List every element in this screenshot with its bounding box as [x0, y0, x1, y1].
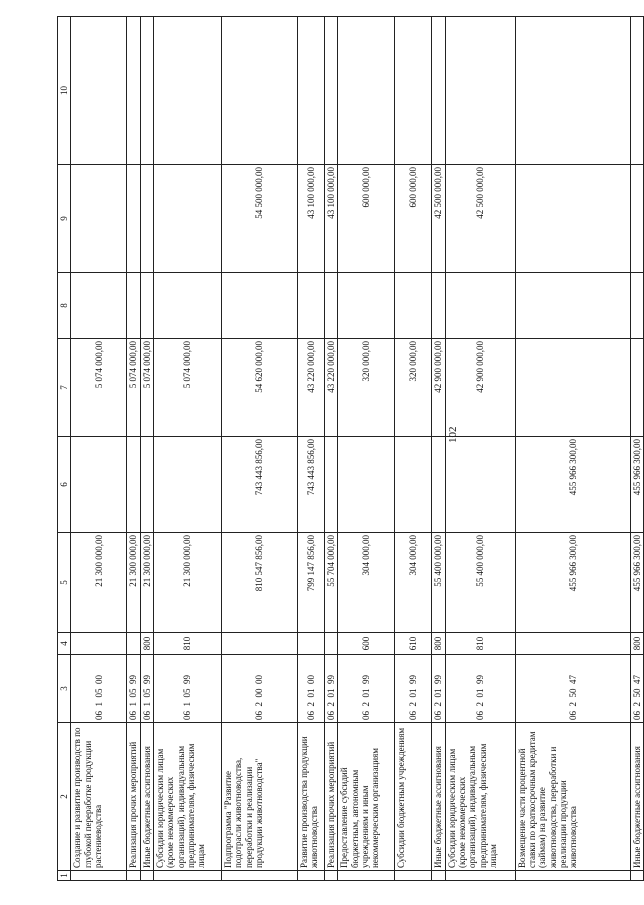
value-col10-cell — [71, 17, 127, 165]
row-marker — [222, 871, 298, 881]
description-cell: Иные бюджетные ассигнования — [630, 723, 643, 871]
value-col8-cell — [395, 273, 432, 339]
value-col5-cell: 21 300 000,00 — [140, 533, 153, 633]
code-cell: 06 1 05 00 — [71, 655, 127, 723]
rotated-table-wrapper — [57, 17, 642, 881]
description-cell: Возмещение части процентной ставки по краткосрочным кредитам (займам) на развитие животноводства, переработки и реализации продукции животноводства — [515, 723, 630, 871]
code-cell: 06 2 50 47 — [630, 655, 643, 723]
value-col5-cell: 55 400 000,00 — [432, 533, 445, 633]
row-marker — [432, 871, 445, 881]
table-row — [338, 17, 395, 881]
value-col7-cell: 43 220 000,00 — [325, 339, 338, 437]
column-header-8: 8 — [58, 273, 71, 339]
value-col6-cell — [71, 437, 127, 533]
row-marker — [325, 871, 338, 881]
value-col6-cell — [127, 437, 140, 533]
value-col7-cell: 5 074 000,00 — [154, 339, 222, 437]
value-col9-cell — [127, 165, 140, 273]
code-cell: 06 2 01 99 — [325, 655, 338, 723]
column-header-5: 5 — [58, 533, 71, 633]
code-cell: 06 1 05 99 — [127, 655, 140, 723]
description-cell: Иные бюджетные ассигнования — [140, 723, 153, 871]
value-col9-cell: 54 500 000,00 — [222, 165, 298, 273]
code-cell: 06 2 01 99 — [395, 655, 432, 723]
type-cell: 800 — [140, 633, 153, 655]
type-cell: 600 — [338, 633, 395, 655]
header-row — [58, 17, 71, 881]
type-cell — [298, 633, 325, 655]
row-marker — [154, 871, 222, 881]
value-col9-cell — [630, 165, 643, 273]
type-cell: 610 — [395, 633, 432, 655]
value-col6-cell — [395, 437, 432, 533]
value-col8-cell — [445, 273, 515, 339]
value-col10-cell — [630, 17, 643, 165]
value-col7-cell: 54 620 000,00 — [222, 339, 298, 437]
value-col9-cell — [515, 165, 630, 273]
description-cell: Предоставление субсидий бюджетным, автономным учреждениям и иным некоммерческим организациям — [338, 723, 395, 871]
value-col7-cell: 5 074 000,00 — [127, 339, 140, 437]
value-col8-cell — [630, 273, 643, 339]
value-col10-cell — [325, 17, 338, 165]
table-row — [127, 17, 140, 881]
value-col6-cell: 455 966 300,00 — [630, 437, 643, 533]
type-cell: 800 — [630, 633, 643, 655]
column-header-9: 9 — [58, 165, 71, 273]
value-col7-cell: 320 000,00 — [338, 339, 395, 437]
value-col5-cell: 21 300 000,00 — [71, 533, 127, 633]
code-cell: 06 1 05 99 — [140, 655, 153, 723]
code-cell: 06 2 01 00 — [298, 655, 325, 723]
value-col10-cell — [432, 17, 445, 165]
description-cell: Субсидии юридическим лицам (кроме некоммерческих организаций), индивидуальным предпринимателям, физическим лицам — [154, 723, 222, 871]
column-header-2: 2 — [58, 723, 71, 871]
table-row — [222, 17, 298, 881]
value-col8-cell — [298, 273, 325, 339]
row-marker — [71, 871, 127, 881]
value-col7-cell: 42 900 000,00 — [432, 339, 445, 437]
type-cell: 810 — [154, 633, 222, 655]
value-col10-cell — [515, 17, 630, 165]
value-col10-cell — [222, 17, 298, 165]
value-col8-cell — [338, 273, 395, 339]
value-col8-cell — [432, 273, 445, 339]
column-header-10: 10 — [58, 17, 71, 165]
description-cell: Создание и развитие производств по глубокой переработке продукции растениеводства — [71, 723, 127, 871]
column-header-6: 6 — [58, 437, 71, 533]
value-col5-cell: 455 966 300,00 — [630, 533, 643, 633]
value-col10-cell — [298, 17, 325, 165]
value-col8-cell — [154, 273, 222, 339]
table-row — [395, 17, 432, 881]
value-col7-cell: 5 074 000,00 — [140, 339, 153, 437]
type-cell — [325, 633, 338, 655]
value-col8-cell — [222, 273, 298, 339]
value-col9-cell — [154, 165, 222, 273]
column-header-1: 1 — [58, 871, 71, 881]
value-col6-cell: 743 443 856,00 — [222, 437, 298, 533]
row-marker — [338, 871, 395, 881]
code-cell: 06 2 00 00 — [222, 655, 298, 723]
description-cell: Развитие производства продукции животноводства — [298, 723, 325, 871]
type-cell: 800 — [432, 633, 445, 655]
table-row — [71, 17, 127, 881]
column-header-7: 7 — [58, 339, 71, 437]
value-col5-cell: 304 000,00 — [338, 533, 395, 633]
value-col6-cell: 743 443 856,00 — [298, 437, 325, 533]
code-cell: 06 2 50 47 — [515, 655, 630, 723]
value-col7-cell: 5 074 000,00 — [71, 339, 127, 437]
type-cell — [127, 633, 140, 655]
value-col5-cell: 21 300 000,00 — [127, 533, 140, 633]
type-cell — [71, 633, 127, 655]
table-row — [515, 17, 630, 881]
table-row — [432, 17, 445, 881]
row-marker — [445, 871, 515, 881]
value-col6-cell: 455 966 300,00 — [515, 437, 630, 533]
row-marker — [127, 871, 140, 881]
value-col10-cell — [127, 17, 140, 165]
value-col6-cell — [325, 437, 338, 533]
value-col7-cell: 42 900 000,00 — [445, 339, 515, 437]
type-cell — [222, 633, 298, 655]
row-marker — [630, 871, 643, 881]
value-col7-cell — [630, 339, 643, 437]
value-col5-cell: 455 966 300,00 — [515, 533, 630, 633]
description-cell: Субсидии юридическим лицам (кроме некоммерческих организаций), индивидуальным предпринимателям, физическим лицам — [445, 723, 515, 871]
code-cell: 06 2 01 99 — [432, 655, 445, 723]
value-col9-cell: 600 000,00 — [395, 165, 432, 273]
row-marker — [395, 871, 432, 881]
table-row — [140, 17, 153, 881]
value-col6-cell — [445, 437, 515, 533]
value-col6-cell — [432, 437, 445, 533]
row-marker — [298, 871, 325, 881]
value-col5-cell: 810 547 856,00 — [222, 533, 298, 633]
column-header-4: 4 — [58, 633, 71, 655]
value-col10-cell — [140, 17, 153, 165]
value-col10-cell — [338, 17, 395, 165]
page-number: 102 — [447, 426, 459, 443]
value-col10-cell — [445, 17, 515, 165]
value-col9-cell — [140, 165, 153, 273]
value-col8-cell — [325, 273, 338, 339]
description-cell: Подпрограмма "Развитие подотрасли животноводства, переработки и реализации продукции животноводства" — [222, 723, 298, 871]
row-marker — [515, 871, 630, 881]
value-col10-cell — [154, 17, 222, 165]
value-col9-cell: 42 500 000,00 — [445, 165, 515, 273]
code-cell: 06 2 01 99 — [445, 655, 515, 723]
value-col9-cell: 43 100 000,00 — [325, 165, 338, 273]
column-header-3: 3 — [58, 655, 71, 723]
table-row — [325, 17, 338, 881]
value-col8-cell — [515, 273, 630, 339]
value-col8-cell — [127, 273, 140, 339]
value-col6-cell — [140, 437, 153, 533]
value-col6-cell — [154, 437, 222, 533]
value-col5-cell: 55 704 000,00 — [325, 533, 338, 633]
value-col9-cell: 600 000,00 — [338, 165, 395, 273]
value-col6-cell — [338, 437, 395, 533]
table-row — [630, 17, 643, 881]
code-cell: 06 1 05 99 — [154, 655, 222, 723]
value-col9-cell: 43 100 000,00 — [298, 165, 325, 273]
type-cell — [515, 633, 630, 655]
value-col7-cell: 43 220 000,00 — [298, 339, 325, 437]
value-col10-cell — [395, 17, 432, 165]
description-cell: Иные бюджетные ассигнования — [432, 723, 445, 871]
description-cell: Реализация прочих мероприятий — [325, 723, 338, 871]
value-col8-cell — [71, 273, 127, 339]
table-row — [154, 17, 222, 881]
type-cell: 810 — [445, 633, 515, 655]
value-col7-cell — [515, 339, 630, 437]
row-marker — [140, 871, 153, 881]
value-col7-cell: 320 000,00 — [395, 339, 432, 437]
value-col5-cell: 799 147 856,00 — [298, 533, 325, 633]
code-cell: 06 2 01 99 — [338, 655, 395, 723]
value-col5-cell: 21 300 000,00 — [154, 533, 222, 633]
table-row — [298, 17, 325, 881]
budget-table — [57, 16, 644, 881]
value-col9-cell — [71, 165, 127, 273]
table-row — [445, 17, 515, 881]
description-cell: Субсидии бюджетным учреждениям — [395, 723, 432, 871]
value-col5-cell: 304 000,00 — [395, 533, 432, 633]
description-cell: Реализация прочих мероприятий — [127, 723, 140, 871]
value-col8-cell — [140, 273, 153, 339]
value-col9-cell: 42 500 000,00 — [432, 165, 445, 273]
value-col5-cell: 55 400 000,00 — [445, 533, 515, 633]
